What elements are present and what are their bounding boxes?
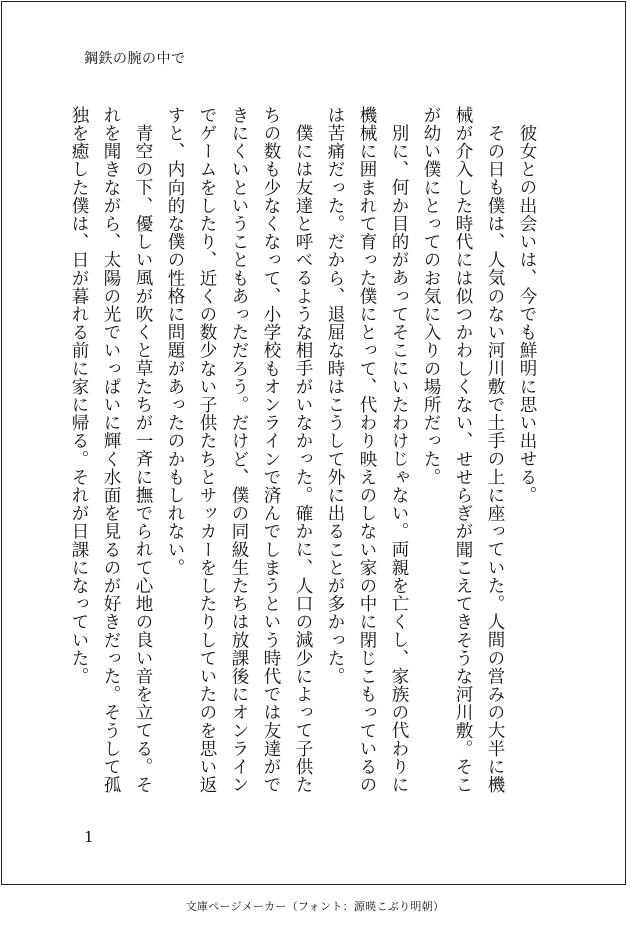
footer-credit: 文庫ページメーカー（フォント：源暎こぶり明朝） xyxy=(185,900,445,913)
body-text xyxy=(63,106,543,806)
page-number: 1 xyxy=(84,828,94,846)
paragraph: 別に、何か目的があってそこにいたわけじゃない。両親を亡くし、家族の代わりに機械に囲まれて育った僕にとって、代わり映えのしない家の中に閉じこもっているのは苦痛だった。だから、退屈な時はこうして外に出ることが多かった。 xyxy=(325,106,409,794)
paragraph: その日も僕は、人気のない河川敷で土手の上に座っていた。人間の営みの大半に機械が介入した時代には似つかわしくない、せせらぎが聞こえてきそうな河川敷。そこが幼い僕にとってのお気に入りの場所だった。 xyxy=(421,106,505,794)
paragraph: 彼女との出会いは、今でも鮮明に思い出せる。 xyxy=(517,123,537,504)
paragraph: 青空の下、優しい風が吹くと草たちが一斉に撫でられて心地の良い音を立てる。それを聞きながら、太陽の光でいっぱいに輝く水面を見るのが好きだった。そうして孤独を癒した僕は、日が暮れる前に家に帰る。それが日課になっていた。 xyxy=(69,106,153,794)
paragraph: 僕には友達と呼べるような相手がいなかった。確かに、人口の減少によって子供たちの数も少なくなって、小学校もオンラインで済んでしまうという時代では友達ができにくいということもあっただろう。だけど、僕の同級生たちは放課後にオンラインでゲームをしたり、近くの数少ない子供たちとサッカーをしたりしていたのを思い返すと、内向的な僕の性格に問題があったのかもしれない。 xyxy=(165,106,313,794)
page-frame xyxy=(1,1,626,885)
running-header-title: 鋼鉄の腕の中で xyxy=(84,51,186,67)
